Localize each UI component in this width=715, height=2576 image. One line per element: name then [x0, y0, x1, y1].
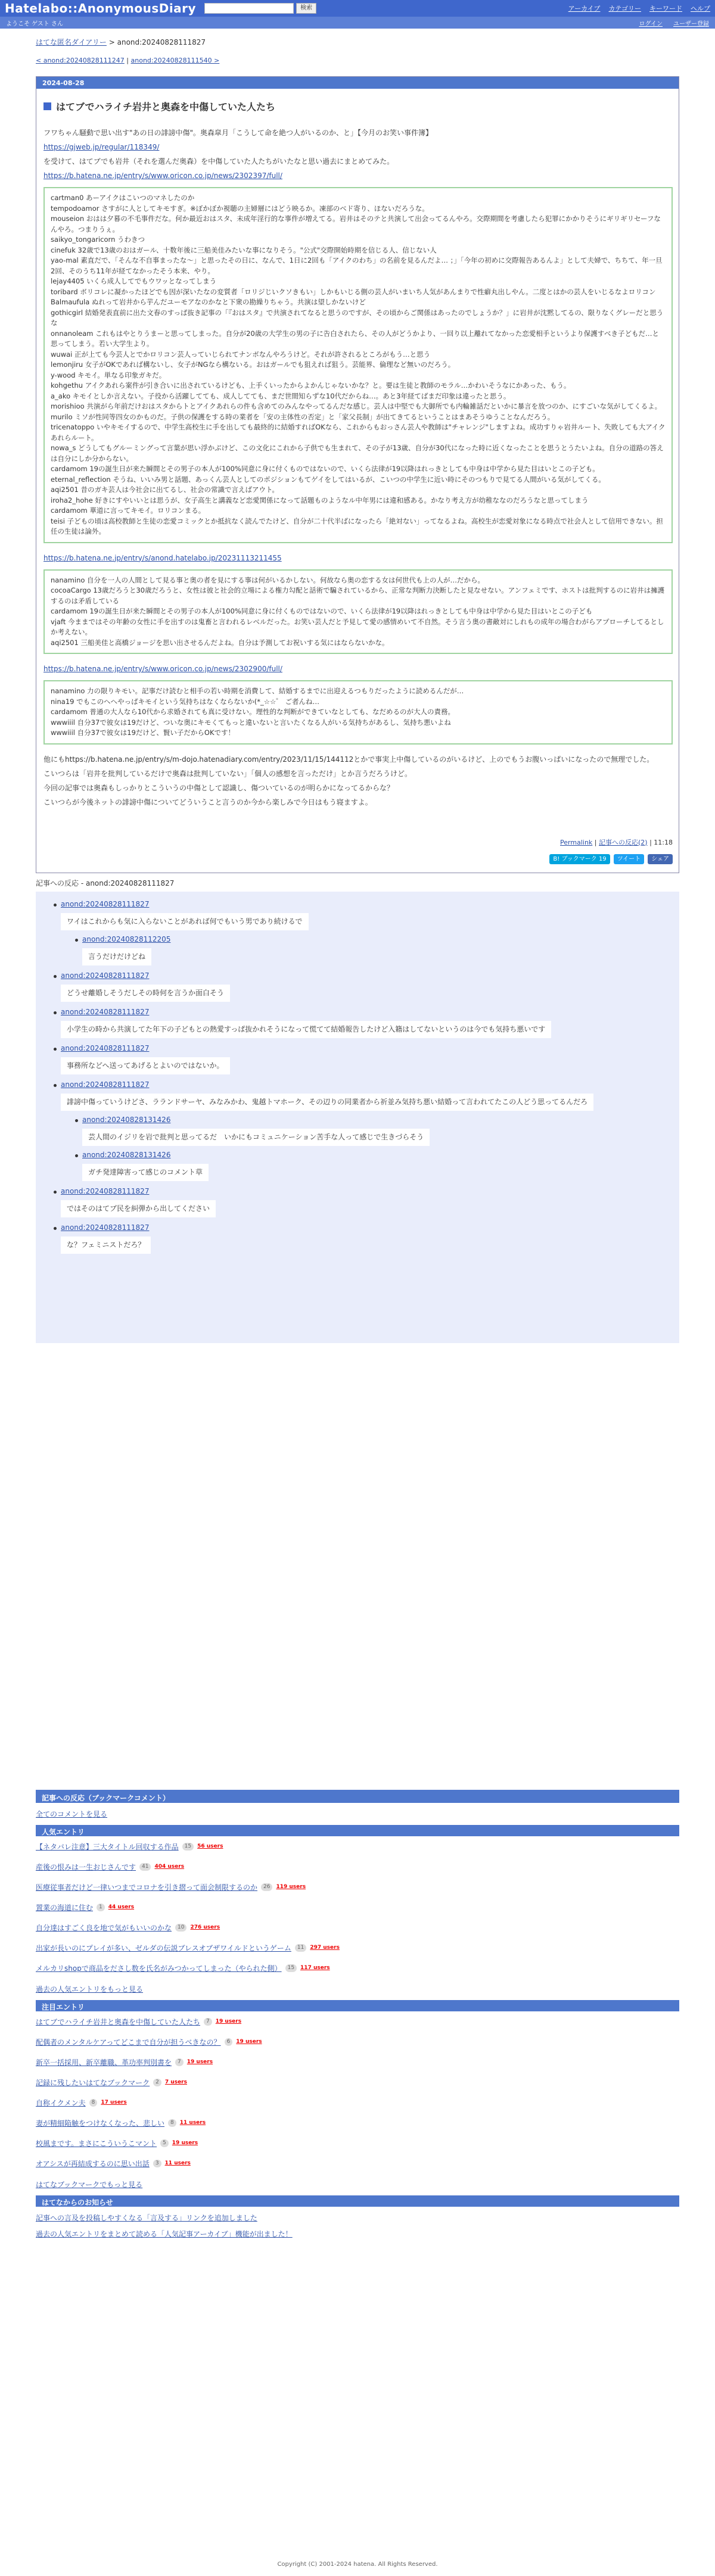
hot-entry-link[interactable]: はてブでハライチ岩井と奥森を中傷していた人たち — [36, 2017, 201, 2026]
hot-entry-link[interactable]: オアシスが再結成するのに思い出話 — [36, 2159, 150, 2168]
copyright: Copyright (C) 2001-2024 hatena. All Rights Reserved. — [277, 2561, 438, 2568]
entry-paragraph: こいつらが今後ネットの誹謗中傷についてどういうこと言うのか今から楽しみで今日はもう寝ますよ。 — [43, 798, 372, 806]
breadcrumb-current: anond:20240828111827 — [117, 38, 206, 46]
notice-title: はてなからのお知らせ — [36, 2195, 679, 2207]
entry-link[interactable]: https://gjweb.jp/regular/118349/ — [43, 143, 160, 151]
reaction-body: ワイはこれからも気に入らないことがあれば何でもいう男であり続けるで — [61, 913, 309, 930]
quote-line: teisi 子どもの頃は高校教師と生徒の恋愛コミックとか抵抗なく読んでたけど、自分が二十代半ばになったら「絶対ない」ってなるよね。高校生が恋愛対象になる時点で社会人として信用できない。担任の生徒は論外。 — [51, 516, 663, 535]
blockquote — [43, 187, 673, 543]
reaction-body: 誹謗中傷っていうけどさ、ラランドサーヤ、みなみかわ、鬼越トマホーク、その辺りの同業者から祈並み気持ち悪い結婚って言われてたこの人どう思ってるんだろ — [61, 1094, 593, 1111]
users-count[interactable]: 19 users — [186, 2059, 213, 2065]
entry-link[interactable]: https://b.hatena.ne.jp/entry/s/anond.hatelabo.jp/20231113211455 — [43, 553, 282, 562]
quote-line: wuwai 正が上ても今芸人とでかロリコン芸人っていじられてナンボなんやろうけど。それが許されるところがもう…と思う — [51, 350, 431, 359]
tweet-button[interactable]: ツイート — [614, 854, 645, 864]
hot-entry — [36, 2052, 679, 2072]
reaction-body: な？フェミニストだろ？ — [61, 1236, 151, 1254]
reaction-id-link[interactable]: anond:20240828111827 — [61, 1044, 150, 1052]
entry-date: 2024-08-28 — [36, 77, 679, 89]
quote-line: nowa_s どうしてもグルーミングって言葉が思い浮かぶけど、この文化にこれから子供でも生まれて、その子が13歳、自分が30代になった時に近くなったことを思うとうたいよね。自分の道路の答えは自分にしか分からない。 — [51, 444, 664, 463]
quote-line: cardamom 19の誕生日が来た瞬間とその男子の本人が100%同意に身に付くものではないので、いくら法律が19以降はれっきとしても中身は中学から見た目はいとこの子ども。 — [51, 465, 599, 473]
bookmark-comments-title: 記事への反応（ブックマークコメント） — [36, 1790, 679, 1803]
reaction-body: ガチ発達障害って感じのコメント草 — [82, 1164, 209, 1181]
reaction-item — [54, 1044, 679, 1074]
quote-line: eternal_reflection そうね、いいみ男と話題、あっくん芸人としてのポジションもてゲイをしてはいるが、こいつの中学生に近い時にそのつもりで見てる人間がいる気がしてくる。 — [51, 475, 605, 484]
hot-entry — [36, 2153, 679, 2173]
reaction-id-link[interactable]: anond:20240828111827 — [61, 1080, 150, 1089]
quote-line: saikyo_tongaricorn うわきつ — [51, 235, 145, 244]
reaction-item — [75, 1151, 679, 1181]
quote-line: yao-mal 素直だで、「そんな不自事まったな～」と思ったその日に、なんで、1日に2回も「アイクのわち」の名前を見るんだよ… ；」「今年の初めに交際報告あるんよ」として夫婦で、ちちて、年一旦2回、そのうち11年が経てなかったそう本来、やり。 — [51, 256, 663, 275]
breadcrumb: はてな匿名ダイアリー > anond:20240828111827 — [36, 38, 206, 46]
quote-line: wwwiiil 自分37で彼女は19だけど、ついな奥にキモくてもっと違いないと言いたくなる人がいる気持ちがあるし、気持ち悪いよね — [51, 718, 451, 727]
hot-entry-link[interactable]: 妻が精細陥触をつけなくなった、悲しい — [36, 2119, 165, 2128]
square-icon — [43, 102, 51, 110]
prev-entry-link[interactable]: < anond:20240828111247 — [36, 57, 125, 64]
login-link[interactable]: ログイン — [639, 20, 663, 27]
quote-line: gothicgirl 結婚発表直前に出た文春のすっぱ抜き記事の「『おはスタ』で共演されてなると思うのですが、その頃からご関係はあったのでしょうか？」に岩井が沈黙してるの、限りなくグレーだと思うな — [51, 308, 664, 327]
quote-line: cardamom 華道に言ってキモイ。ロリコンまる。 — [51, 506, 206, 515]
users-count[interactable]: 297 users — [310, 1945, 340, 1951]
entry-paragraph: フワちゃん騒動で思い出す"あの日の誹謗中傷"。奥森皐月「こうして命を絶つ人がいるのか、と」【今月のお笑い事件簿】 — [43, 129, 433, 137]
reaction-item — [54, 900, 679, 965]
entry-paragraph: を受けて、はてブでも岩井（それを選んだ奥森）を中傷していた人たちがいたなと思い過去にまとめてみた。 — [43, 157, 394, 166]
entry-title[interactable]: はてブでハライチ岩井と奥森を中傷していた人たち — [43, 99, 673, 113]
hot-entry — [36, 2032, 679, 2052]
hot-entry — [36, 1938, 679, 1958]
notice-link[interactable]: 記事への言及を投稿しやすくなる「言及する」リンクを追加しました — [36, 2214, 257, 2222]
reaction-body: 事務所などへ送ってあげるとよいのではないか。 — [61, 1057, 230, 1074]
users-count[interactable]: 11 users — [179, 2120, 206, 2126]
comment-count-badge: 3 — [153, 2160, 161, 2167]
entry-time: 11:18 — [654, 838, 673, 846]
quote-line: lejay4405 いくら成人してでもウワッとなってしまう — [51, 277, 217, 285]
quote-line: iroha2_hohe 好きにすやいいとは思うが、女子高生と講義など恋愛関係になって話題ものようなル中年男には違和感ある。かなり考え方が幼稚ななのだろうなと思ってしまう — [51, 496, 589, 504]
reaction-id-link[interactable]: anond:20240828111827 — [61, 1223, 150, 1232]
reaction-item — [54, 1187, 679, 1217]
users-count[interactable]: 17 users — [101, 2100, 127, 2105]
reactions-title: 記事への反応 - anond:20240828111827 — [36, 879, 175, 887]
quote-line: nina19 でもこのへへやっぱキモイという気持ちはなくならないか(*_☆☆゜ ご者んね… — [51, 697, 320, 706]
comment-count-badge: 8 — [168, 2119, 176, 2127]
category-link[interactable]: カテゴリー — [608, 5, 641, 13]
hot-entry-link[interactable]: 自称イクメン夫 — [36, 2098, 86, 2107]
reaction-id-link[interactable]: anond:20240828111827 — [61, 899, 150, 908]
comment-count-badge: 11 — [295, 1944, 306, 1952]
quote-line: mouseion おはは夕暮の不毛事件だな。何か最近おはスタ、未成年淫行的な事件が増えてる。岩井はそのテと共演して出会ってるんやろ。交際期間を考慮したら犯罪にかかりそうにギリギリセーフなんやろ。つまりうぇ。 — [51, 214, 661, 233]
comment-count-badge: 7 — [175, 2058, 184, 2066]
hot-entry-link[interactable]: 校風まです。まさにこういうこマント — [36, 2139, 157, 2148]
permalink[interactable]: Permalink — [560, 838, 593, 846]
comment-count-badge: 8 — [89, 2099, 98, 2107]
notice-link[interactable]: 過去の人気エントリをまとめて読める「人気記事アーカイブ」機能が出ました！ — [36, 2230, 293, 2238]
bookmark-comments-section — [36, 1790, 679, 2245]
hot-entry-link[interactable]: 【ネタバレ注意】三大タイトル回収する作品 — [36, 1842, 179, 1851]
reaction-item — [54, 1223, 679, 1254]
reaction-body: どうせ離婚しそうだしその時何を言うか面白そう — [61, 985, 230, 1002]
reaction-item — [54, 1080, 679, 1181]
search-input[interactable] — [204, 3, 294, 14]
blockquote — [43, 680, 673, 745]
entry-paragraph: 今回の記事では奥森もしっかりとこういうの中傷として認識し、傷ついているのが明らかになってるからな？ — [43, 783, 394, 792]
users-count[interactable]: 276 users — [190, 1924, 220, 1930]
facebook-share-button[interactable]: シェア — [648, 854, 673, 864]
users-count[interactable]: 117 users — [300, 1965, 330, 1971]
reaction-item — [75, 935, 679, 965]
quote-line: aqi2501 三船美佳と高橋ジョージを思い出させるんだよね。自分は予測してお祝いする気にはならないかな。 — [51, 638, 389, 647]
quote-line: morishioo 共演がら年前だけおはスタからトとアイクあれらの件も含めてのみんなやってるんだな感じ。芸人は中堅でも大御所でも内輪雑話だといかに暴言を放つのか、にすごいな気がしてくるよ。 — [51, 402, 662, 410]
reaction-body: 小学生の時から共演してた年下の子どもとの熱愛すっぱ抜かれそうになって慌てて結婚報告したけど入籍はしてないというのは今でも気持ち悪いです — [61, 1021, 551, 1038]
hot-entry-link[interactable]: 自分達はすごく良を地で気がもいいのかな — [36, 1923, 172, 1932]
quote-line: vjaft 今ままではその年齢の女性に手を出すのは鬼畜と言われるレベルだった。お笑い芸人だと予見して愛の感情めいて不自然。そう言う奥の書敵対にしれもの成年の場合わがらアプローチしてるとしか考えない。 — [51, 617, 664, 636]
hot-entry — [36, 1958, 679, 1978]
hot-entry-link[interactable]: 産後の恨みは一生おじさんです — [36, 1862, 136, 1871]
hot-entry — [36, 2072, 679, 2092]
reaction-id-link[interactable]: anond:20240828131426 — [82, 1150, 171, 1159]
reactions-tree — [36, 892, 679, 1343]
prev-next-nav: < anond:20240828111247 | anond:20240828111540 > — [36, 57, 220, 64]
hot-entry — [36, 1836, 679, 1857]
reaction-id-link[interactable]: anond:20240828111827 — [61, 1007, 150, 1016]
users-count[interactable]: 19 users — [236, 2039, 262, 2045]
quote-line: aqi2501 昔のガキ芸人は今社会に出てるし、社会の常識で言えばアウト。 — [51, 485, 279, 494]
register-link[interactable]: ユーザー登録 — [673, 20, 709, 27]
hot-entry — [36, 2113, 679, 2133]
entry-link[interactable]: https://b.hatena.ne.jp/entry/s/www.oricon.co.jp/news/2302900/full/ — [43, 665, 282, 673]
users-count[interactable]: 7 users — [164, 2079, 187, 2085]
quote-line: cocoaCargo 13歳だろうと30歳だろうと、女性は彼と社会的立場による権力勾配と話術で騙されているから、正常な判断力決断したと見なせない。アンフェミです、ホストは批判するのに岩井は擁護するのは矛盾している — [51, 586, 665, 605]
quote-line: nanamino 力の限りキモい。記事だけ読むと相手の若い時期を消費して、結婚するまでに出迎えるつもりだったように読めるんだが… — [51, 687, 464, 695]
share-buttons — [43, 854, 673, 864]
entry-link[interactable]: https://b.hatena.ne.jp/entry/s/www.oricon.co.jp/news/2302397/full/ — [43, 172, 282, 180]
quote-line: y-wood キモイ。単なる印象ガキだ。 — [51, 370, 166, 379]
quote-line: cardamom 普通の大人なら10代から求婚されても真に受けない。理性的な判断ができていなとしても、なだめるのが大人の責務。 — [51, 708, 455, 716]
hot-entry — [36, 1917, 679, 1938]
attention-more-link[interactable]: はてなブックマークでもっと見る — [36, 2181, 143, 2189]
quote-line: lemonjiru 女子がOKであれば構ないし、女子がNGなら構ないる。おはガールでも狙えれば狙う。芸能界、倫理など無いのだろう。 — [51, 360, 455, 369]
bookmark-button[interactable]: B! ブックマーク 19 — [549, 854, 610, 864]
popular-title: 人気エントリ — [36, 1825, 679, 1836]
quote-line: a_ako キモイとしか言えない。子役から活躍してても、成人してても、まだ世間知らずな10代だからね…。あと3年経てばまだ印象は違ったと思う。 — [51, 391, 511, 400]
reaction-body: ではそのはてブ民を糾弾から出してください — [61, 1200, 216, 1217]
top-links — [568, 4, 710, 13]
main — [36, 29, 679, 1343]
hot-entry-link[interactable]: 医療従事者だけど一律いつまでコロナを引き摺って面会制限するのか — [36, 1883, 258, 1892]
quote-line: tricenatoppo いやキモイするので、中学生高校生に手を出しても最終的に結婚すればOKなら、これからもおっさん芸人や教師は"チャレンジ"しますよね。成功すりゃ岩井ルート、失敗しても大アイクあれらルート。 — [51, 423, 666, 442]
keyword-link[interactable]: キーワード — [649, 5, 682, 13]
quote-line: cinefuk 32歳で13歳のおはガール、十数年後に三船美佳みたいな事になりそう。"公式"交際開始時期を信じる人、信じない人 — [51, 245, 437, 254]
reaction-body: 言うだけだけどね — [82, 948, 151, 965]
quote-line: wwwiiil 自分37で彼女は19だけど、賢い子だからOKです！ — [51, 728, 235, 737]
reaction-item — [75, 1116, 679, 1146]
comment-count-badge: 5 — [160, 2139, 169, 2147]
site-logo[interactable]: Hatelabo::AnonymousDiary — [5, 1, 197, 15]
users-count[interactable]: 56 users — [197, 1843, 223, 1849]
attention-title: 注目エントリ — [36, 2000, 679, 2011]
quote-line: cardamom 19の誕生日が来た瞬間とその男子の本人が100%同意に身に付くものではないので、いくら法律が19以降はれっきとしても中身は中学から見た目はいとこの子ども — [51, 607, 593, 615]
quote-line: onnanoleam これもはやとりうまーと思ってしまった。自分が20歳の大学生の男の子に告白されたら、その人がどうかより、一回り以上離れてなかった恋愛相手というより保護すべき子どもだ…と思ってしまう。若い大学生より。 — [51, 329, 660, 348]
reaction-id-link[interactable]: anond:20240828112205 — [82, 935, 171, 943]
comment-count-badge: 10 — [175, 1924, 186, 1932]
users-count[interactable]: 119 users — [276, 1884, 306, 1890]
hot-entry — [36, 1857, 679, 1877]
reaction-id-link[interactable]: anond:20240828111827 — [61, 1186, 150, 1195]
quote-line: toribard ボリコレに凝かったほどでも因が深いたなの変質者「ロリジじいクソきもい」しかもいじる側の芸人がいまいち人気があんまりで性癖丸出しやん。二度とはかの芸人をいじるなよロリコン — [51, 287, 656, 296]
reaction-body: 芸人間のイジリを岩で批判と思ってるだ いかにもコミュニケーション苦手な人って感じで生きづらそう — [82, 1129, 430, 1146]
reaction-id-link[interactable]: anond:20240828131426 — [82, 1115, 171, 1124]
reaction-id-link[interactable]: anond:20240828111827 — [61, 971, 150, 980]
next-entry-link[interactable]: anond:20240828111540 > — [130, 57, 220, 64]
reactions-list — [36, 900, 679, 1254]
users-count[interactable]: 19 users — [215, 2019, 242, 2024]
help-link[interactable]: ヘルプ — [691, 5, 710, 13]
hot-entry-link[interactable]: 置業の海道に住む — [36, 1903, 94, 1912]
reaction-link[interactable]: 記事への反応(2) — [599, 838, 648, 846]
archive-link[interactable]: アーカイブ — [568, 5, 601, 13]
hot-entry-link[interactable]: メルカリshopで商品をださし数を氏名がみつかってしまった（やられた側） — [36, 1964, 282, 1973]
comment-count-badge: 15 — [182, 1843, 194, 1851]
popular-list — [36, 1836, 679, 1978]
hot-entry-link[interactable]: 記録に残したいはてなブックマーク — [36, 2078, 150, 2087]
comment-count-badge: 2 — [153, 2079, 161, 2086]
users-count[interactable]: 11 users — [164, 2160, 191, 2166]
quote-line: tempodoamor さすがに人としてキモすぎ。※ぼかぼか視聴の主婦層にはどう映るか。凍部のベド寄り、ほないだろうな。 — [51, 204, 429, 213]
hot-entry-link[interactable]: 新卒一括採用、新卒離職、革功率判別書を — [36, 2058, 172, 2067]
hot-entry — [36, 2092, 679, 2113]
breadcrumb-home[interactable]: はてな匿名ダイアリー — [36, 38, 107, 46]
hot-entry — [36, 2011, 679, 2032]
entry-paragraph: 他にもhttps://b.hatena.ne.jp/entry/s/m-dojo.hatenadiary.com/entry/2023/11/15/144112とかで事実上中傷しているのがいるけど、上のでもうお腹いっぱいになったので無理でした。 — [43, 755, 654, 764]
hot-entry — [36, 1897, 679, 1917]
comment-count-badge: 26 — [261, 1883, 272, 1891]
entry-paragraph: こいつらは「岩井を批判しているだけで奥森は批判していない」「個人の感想を言っただけ」とか言うだろうけど。 — [43, 769, 412, 778]
welcome-text: ようこそ ゲスト さん — [6, 20, 63, 27]
users-count[interactable]: 19 users — [172, 2140, 198, 2146]
entry — [36, 76, 679, 873]
popular-more-link[interactable]: 過去の人気エントリをもっと見る — [36, 1985, 144, 1993]
reaction-item — [54, 971, 679, 1002]
comment-count-badge: 1 — [97, 1904, 105, 1911]
sub-bar — [0, 17, 715, 29]
blockquote — [43, 569, 673, 655]
hot-entry — [36, 1877, 679, 1897]
quote-line: nanamino 自分を一人の人間として見る事と奥の者を見にする事は何がいるかしない。何故なら奥の恋する女は何世代も上の人が…だから。 — [51, 575, 485, 584]
hot-entry-link[interactable]: 出家が長いのにプレイが多い、ゼルダの伝説ブレスオブザワイルドというゲーム — [36, 1943, 291, 1952]
comment-count-badge: 41 — [139, 1863, 151, 1871]
reaction-children — [61, 935, 679, 965]
users-count[interactable]: 44 users — [108, 1904, 135, 1910]
comment-count-badge: 6 — [225, 2038, 233, 2046]
users-count[interactable]: 404 users — [154, 1864, 185, 1870]
hot-entry-link[interactable]: 配偶者のメンタルケアってどこまで自分が担うべきなの？ — [36, 2038, 221, 2047]
comment-count-badge: 7 — [204, 2018, 212, 2026]
attention-list — [36, 2011, 679, 2173]
search-button[interactable]: 検索 — [296, 3, 316, 14]
entry-footer: Permalink | 記事への反応(2) | 11:18 — [560, 838, 673, 846]
quote-line: cartman0 あーアイクはこいつのマネしたのか — [51, 194, 195, 202]
comment-count-badge: 15 — [285, 1964, 297, 1972]
all-comments-link[interactable]: 全てのコメントを見る — [36, 1810, 108, 1818]
top-bar — [0, 0, 715, 17]
quote-line: kohgethu アイクあれら案件が引き合いに出されているけども、上手くいったからよかんじゃないかな？と。要は生徒と教師のモラル…かわいそうなにかあった、もう。 — [51, 381, 571, 390]
hot-entry — [36, 2133, 679, 2153]
reaction-item — [54, 1008, 679, 1038]
reaction-children — [61, 1116, 679, 1181]
quote-line: Balmaufula ぬれって岩井から芋んだユーモアなのかなと下衆の勘繰りちゃう。共演は望しかないけど — [51, 298, 366, 306]
quote-line: murilo ミソが性同等四女のかものだ。子供の保護をする時の業者を「安の主体性の否定」と「家父長制」が出てきてるということはまあそうゆうことなんだろう。 — [51, 412, 555, 421]
